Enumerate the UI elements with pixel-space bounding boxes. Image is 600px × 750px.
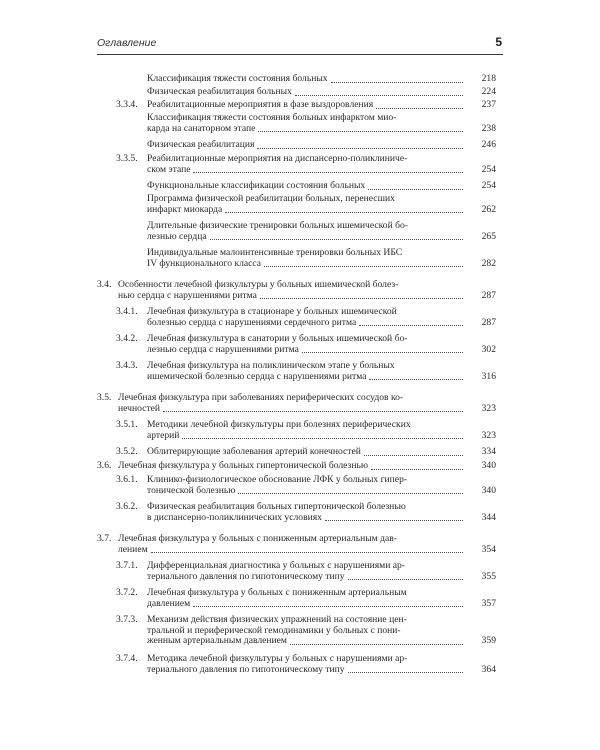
dot-leader — [260, 297, 463, 299]
dot-leader — [376, 107, 463, 109]
section-number: 3.4.3. — [116, 360, 138, 371]
dot-leader — [368, 188, 463, 190]
section-number: 3.4. — [97, 279, 112, 290]
entry-title — [147, 140, 466, 151]
page-reference: 287 — [481, 289, 496, 301]
dot-leader — [238, 492, 463, 494]
section-number: 3.3.5. — [116, 153, 138, 164]
entry-title-line: Клинико-физиологическое обоснование ЛФК у больных гипер- — [147, 474, 408, 485]
entry-title-line: IV функционального класса — [147, 257, 262, 269]
dot-leader — [371, 468, 463, 470]
running-header-title: Оглавление — [97, 37, 157, 49]
entry-title-line: Особенности лечебной физкультуры у больных ишемической болез- — [118, 279, 399, 290]
page-reference: 357 — [481, 597, 496, 609]
entry-title-line: Физическая реабилитация больных гипертонической болезнью — [147, 501, 406, 512]
entry-title-line: нью сердца с нарушениями ритма — [118, 289, 257, 301]
page-reference: 316 — [481, 370, 496, 382]
page-reference: 254 — [481, 180, 496, 191]
entry-title — [118, 280, 466, 301]
entry-title — [147, 361, 466, 382]
entry-title-line: Функциональные классификации состояния больных — [147, 180, 366, 191]
page-reference: 354 — [481, 543, 496, 555]
section-number: 3.7.1. — [116, 560, 138, 571]
page-reference: 364 — [481, 663, 496, 675]
page-reference: 224 — [481, 86, 496, 97]
entry-title-line: Облитерирующие заболевания артерий конечностей — [147, 446, 361, 457]
page-reference: 282 — [481, 257, 496, 269]
entry-title — [147, 588, 466, 609]
section-number: 3.6. — [97, 460, 112, 471]
entry-title — [147, 475, 466, 496]
entry-title — [118, 461, 466, 472]
entry-title-line: лезнью сердца с нарушениями ритма — [147, 343, 299, 355]
section-number: 3.5.2. — [116, 446, 138, 457]
entry-title-line: Лечебная физкультура у больных гипертонической болезнью — [118, 460, 368, 471]
dot-leader — [295, 94, 463, 96]
dot-leader — [163, 410, 463, 412]
entry-title — [147, 194, 466, 215]
dot-leader — [193, 171, 463, 173]
entry-title — [147, 154, 466, 175]
page-reference: 323 — [481, 429, 496, 441]
entry-title — [147, 248, 466, 269]
entry-title — [147, 87, 466, 98]
section-number: 3.7.4. — [116, 653, 138, 664]
entry-title-line: Дифференциальная диагностика у больных с нарушениями ар- — [147, 560, 405, 571]
entry-title-line: Классификация тяжести состояния больных — [147, 73, 328, 84]
entry-title-line: Физическая реабилитация больных — [147, 86, 292, 97]
section-number: 3.5.1. — [116, 419, 138, 430]
dot-leader — [331, 81, 463, 83]
entry-title-line: карда на санаторном этапе — [147, 122, 256, 134]
entry-title-line: в диспансерно-поликлинических условиях — [147, 511, 322, 523]
entry-title-line: Реабилитационные мероприятия в фазе выздоровления — [147, 99, 374, 110]
page-reference: 246 — [481, 139, 496, 150]
entry-title-line: Лечебная физкультура у больных с пониженным артериальным — [147, 587, 407, 598]
page-reference: 355 — [481, 570, 496, 582]
dot-leader — [258, 130, 463, 132]
page-reference: 344 — [481, 511, 496, 523]
dot-leader — [264, 265, 463, 267]
entry-title — [147, 502, 466, 523]
page-reference: 237 — [481, 99, 496, 110]
entry-title-line: Лечебная физкультура в санатории у больных ишемической бо- — [147, 333, 408, 344]
entry-title — [147, 561, 466, 582]
entry-title — [147, 654, 466, 675]
entry-title-line: Методика лечебной физкультуры у больных с нарушениями ар- — [147, 653, 408, 664]
dot-leader — [348, 578, 463, 580]
entry-title-line: Лечебная физкультура в стационаре у больных ишемической — [147, 306, 397, 317]
entry-title-line: Классификация тяжести состояния больных инфарктом мио- — [147, 112, 397, 123]
entry-title — [118, 534, 466, 555]
dot-leader — [182, 437, 463, 439]
dot-leader — [364, 454, 463, 456]
entry-title-line: териального давления по гипотоническому типу — [147, 570, 345, 582]
dot-leader — [193, 605, 463, 607]
page-reference: 340 — [481, 460, 496, 471]
entry-title — [147, 615, 466, 647]
page-reference: 238 — [481, 122, 496, 134]
page-reference: 323 — [481, 402, 496, 414]
entry-title-line: ском этапе — [147, 163, 191, 175]
entry-title — [147, 307, 466, 328]
page-reference: 340 — [481, 484, 496, 496]
entry-title-line: артерий — [147, 429, 180, 441]
entry-title-line: нечностей — [118, 402, 160, 414]
entry-title-line: давлением — [147, 597, 191, 609]
entry-title — [147, 113, 466, 134]
dot-leader — [325, 519, 463, 521]
dot-leader — [257, 147, 463, 149]
entry-title-line: лением — [118, 543, 148, 555]
dot-leader — [210, 238, 463, 240]
section-number: 3.7. — [97, 533, 112, 544]
entry-title-line: инфаркт миокарда — [147, 203, 223, 215]
page-reference: 287 — [481, 316, 496, 328]
entry-title-line: Длительные физические тренировки больных ишемической бо- — [147, 220, 409, 231]
entry-title — [147, 181, 466, 192]
section-number: 3.6.1. — [116, 474, 138, 485]
dot-leader — [348, 671, 463, 673]
entry-title — [147, 74, 466, 85]
entry-title-line: Методики лечебной физкультуры при болезнях периферических — [147, 419, 411, 430]
entry-title — [118, 393, 466, 414]
entry-title-line: Реабилитационные мероприятия на диспансерно-поликлиниче- — [147, 153, 408, 164]
page-number: 5 — [495, 35, 502, 49]
section-number: 3.3.4. — [116, 99, 138, 110]
entry-title-line: лезнью сердца — [147, 230, 207, 242]
entry-title — [147, 100, 466, 111]
entry-title-line: болезнью сердца с нарушениями сердечного ритма — [147, 316, 357, 328]
entry-title-line: териального давления по гипотоническому типу — [147, 663, 345, 675]
entry-title-line: Механизм действия физических упражнений на состояние цен- — [147, 614, 407, 625]
entry-title-line: женным артериальным давлением — [147, 635, 287, 647]
page-reference: 254 — [481, 163, 496, 175]
entry-title-line: Лечебная физкультура у больных с пониженным артериальным дав- — [118, 533, 397, 544]
dot-leader — [151, 551, 463, 553]
dot-leader — [302, 351, 463, 353]
entry-title-line: Лечебная физкультура на поликлиническом этапе у больных — [147, 360, 395, 371]
section-number: 3.5. — [97, 392, 112, 403]
section-number: 3.4.2. — [116, 333, 138, 344]
dot-leader — [359, 324, 463, 326]
entry-title-line: ишемической болезнью сердца с нарушениями ритма — [147, 370, 367, 382]
section-number: 3.6.2. — [116, 501, 138, 512]
entry-title-line: тонической болезнью — [147, 484, 236, 496]
entry-title-line: тральной и периферической гемодинамики у больных с пони- — [147, 624, 401, 636]
entry-title-line: Физическая реабилитация — [147, 139, 255, 150]
section-number: 3.4.1. — [116, 306, 138, 317]
entry-title — [147, 420, 466, 441]
section-number: 3.7.2. — [116, 587, 138, 598]
page-reference: 302 — [481, 343, 496, 355]
page-reference: 359 — [481, 635, 496, 647]
dot-leader — [290, 643, 463, 645]
entry-title-line: Программа физической реабилитации больных, перенесших — [147, 193, 395, 204]
section-number: 3.7.3. — [116, 614, 138, 625]
dot-leader — [369, 378, 463, 380]
entry-title-line: Индивидуальные малоинтенсивные тренировки больных ИБС — [147, 247, 403, 258]
page-reference: 262 — [481, 203, 496, 215]
entry-title-line: Лечебная физкультура при заболеваниях периферических сосудов ко- — [118, 392, 404, 403]
entry-title — [147, 447, 466, 458]
entry-title — [147, 334, 466, 355]
page-reference: 265 — [481, 230, 496, 242]
page-reference: 334 — [481, 446, 496, 457]
entry-title — [147, 221, 466, 242]
dot-leader — [225, 211, 463, 213]
page-reference: 218 — [481, 73, 496, 84]
